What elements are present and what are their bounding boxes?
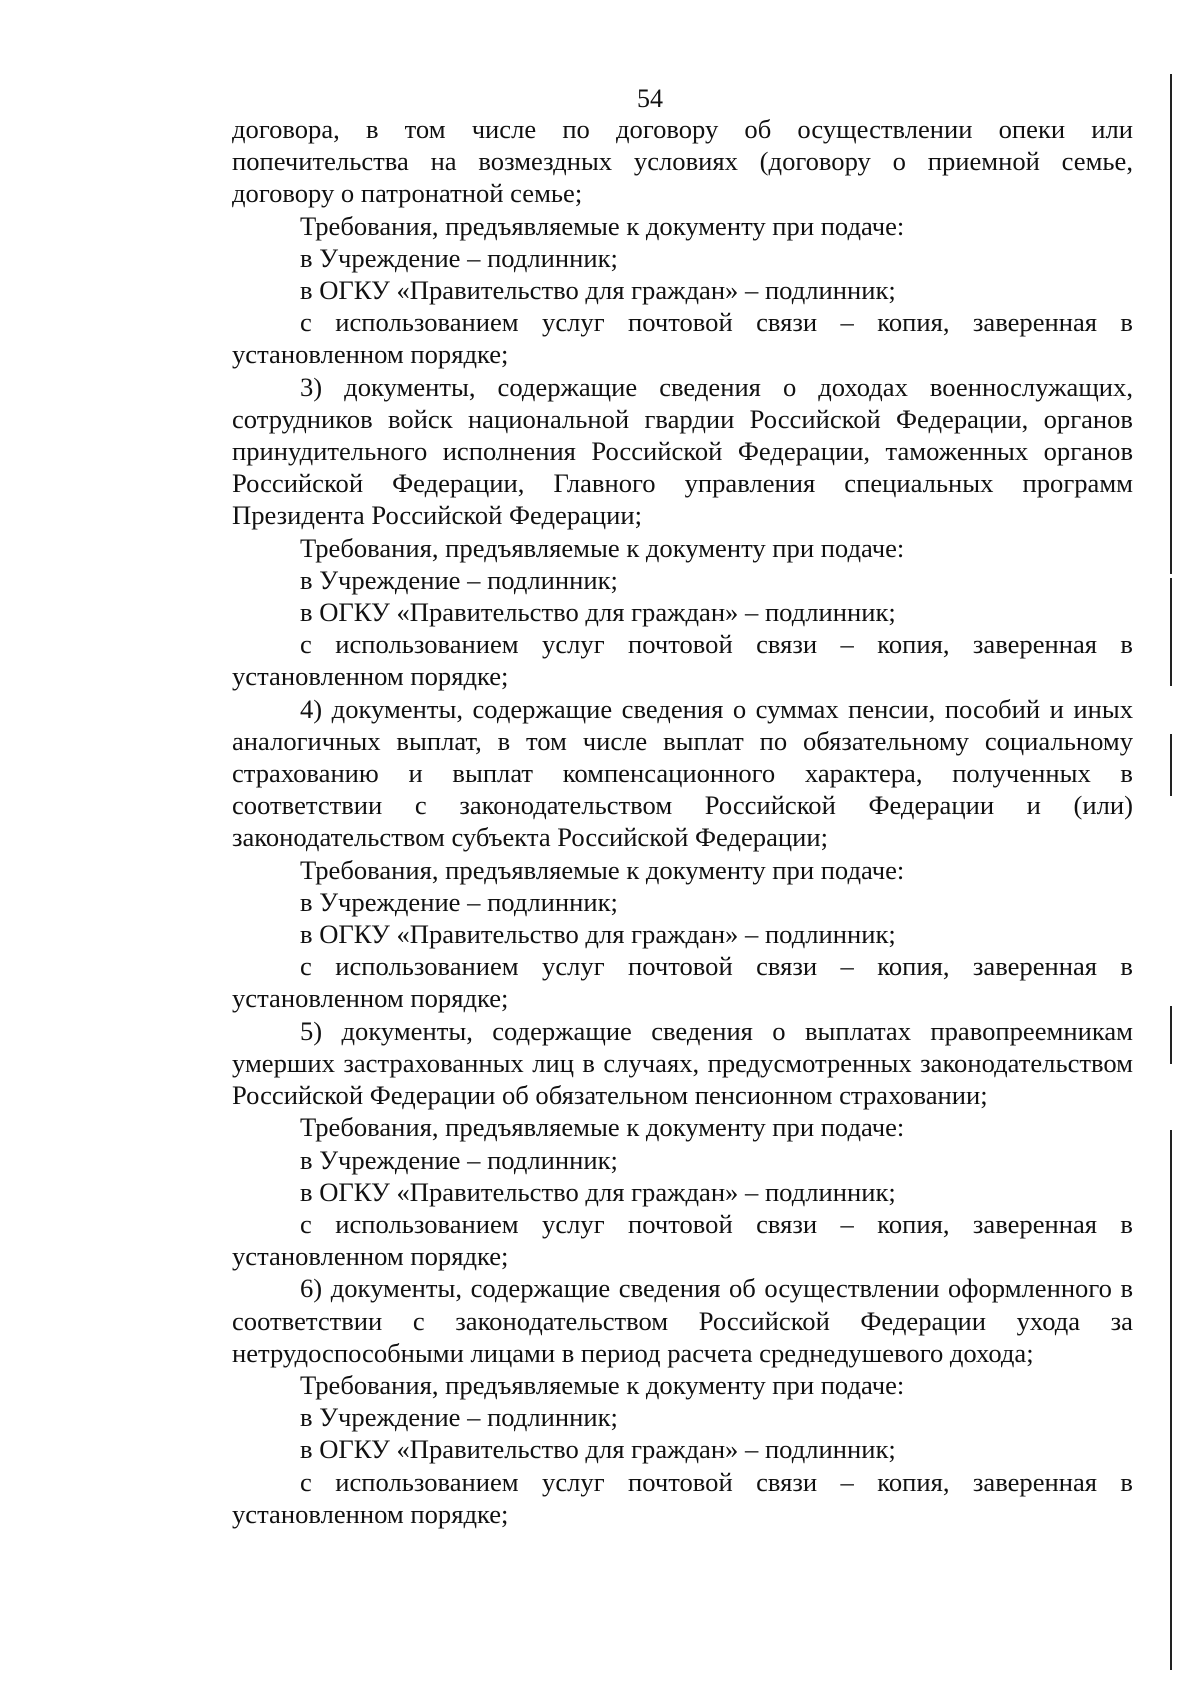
document-body [232,113,1133,1530]
paragraph: в ОГКУ «Правительство для граждан» – подлинник; [300,1434,896,1465]
paragraph: 3) документы, содержащие сведения о доходах военнослужащих, сотрудников войск национальной гвардии Российской Федерации, органов принудительного исполнения Российской Федерации, таможенных органов Российской Федерации, Главного управления специальных программ Президента Российской Федерации; [232,371,1133,531]
paragraph: 6) документы, содержащие сведения об осуществлении оформленного в соответствии с законодательством Российской Федерации ухода за нетрудоспособными лицами в период расчета среднедушевого дохода; [232,1273,1133,1368]
page-number: 54 [637,84,663,113]
paragraph: в Учреждение – подлинник; [300,242,618,273]
paragraph: Требования, предъявляемые к документу при подаче: [300,532,905,563]
paragraph: с использованием услуг почтовой связи – копия, заверенная в установленном порядке; [232,1208,1133,1272]
scan-edge-line [1170,734,1172,796]
paragraph: в Учреждение – подлинник; [300,1144,618,1175]
paragraph: в Учреждение – подлинник; [300,1402,618,1433]
paragraph: в ОГКУ «Правительство для граждан» – подлинник; [300,1176,896,1207]
paragraph: в Учреждение – подлинник; [300,886,618,917]
scan-edge-line [1170,1006,1172,1064]
paragraph: в ОГКУ «Правительство для граждан» – подлинник; [300,275,896,306]
paragraph: в Учреждение – подлинник; [300,564,618,595]
paragraph: с использованием услуг почтовой связи – копия, заверенная в установленном порядке; [232,951,1133,1014]
paragraph: с использованием услуг почтовой связи – копия, заверенная в установленном порядке; [232,629,1133,692]
paragraph: договора, в том числе по договору об осуществлении опеки или попечительства на возмездных условиях (договору о приемной семье, договору о патронатной семье; [232,114,1133,209]
paragraph: 4) документы, содержащие сведения о суммах пенсии, пособий и иных аналогичных выплат, в том числе выплат по обязательному социальному страхованию и выплат компенсационного характера, полученных в соответствии с законодательством Российской Федерации и (или) законодательством субъекта Российской Федерации; [232,693,1133,853]
paragraph: Требования, предъявляемые к документу при подаче: [300,1369,905,1400]
paragraph: Требования, предъявляемые к документу при подаче: [300,854,905,885]
scan-edge-line [1170,578,1172,686]
paragraph: в ОГКУ «Правительство для граждан» – подлинник; [300,919,896,950]
paragraph: Требования, предъявляемые к документу при подаче: [300,210,905,241]
scan-edge-line [1170,1130,1172,1670]
paragraph: с использованием услуг почтовой связи – копия, заверенная в установленном порядке; [232,307,1133,370]
paragraph: в ОГКУ «Правительство для граждан» – подлинник; [300,597,896,628]
paragraph: 5) документы, содержащие сведения о выплатах правопреемникам умерших застрахованных лиц в случаях, предусмотренных законодательством Российской Федерации об обязательном пенсионном страховании; [232,1015,1133,1111]
paragraph: с использованием услуг почтовой связи – копия, заверенная в установленном порядке; [232,1466,1133,1529]
paragraph: Требования, предъявляемые к документу при подаче: [300,1112,905,1143]
scan-edge-line [1170,74,1172,574]
